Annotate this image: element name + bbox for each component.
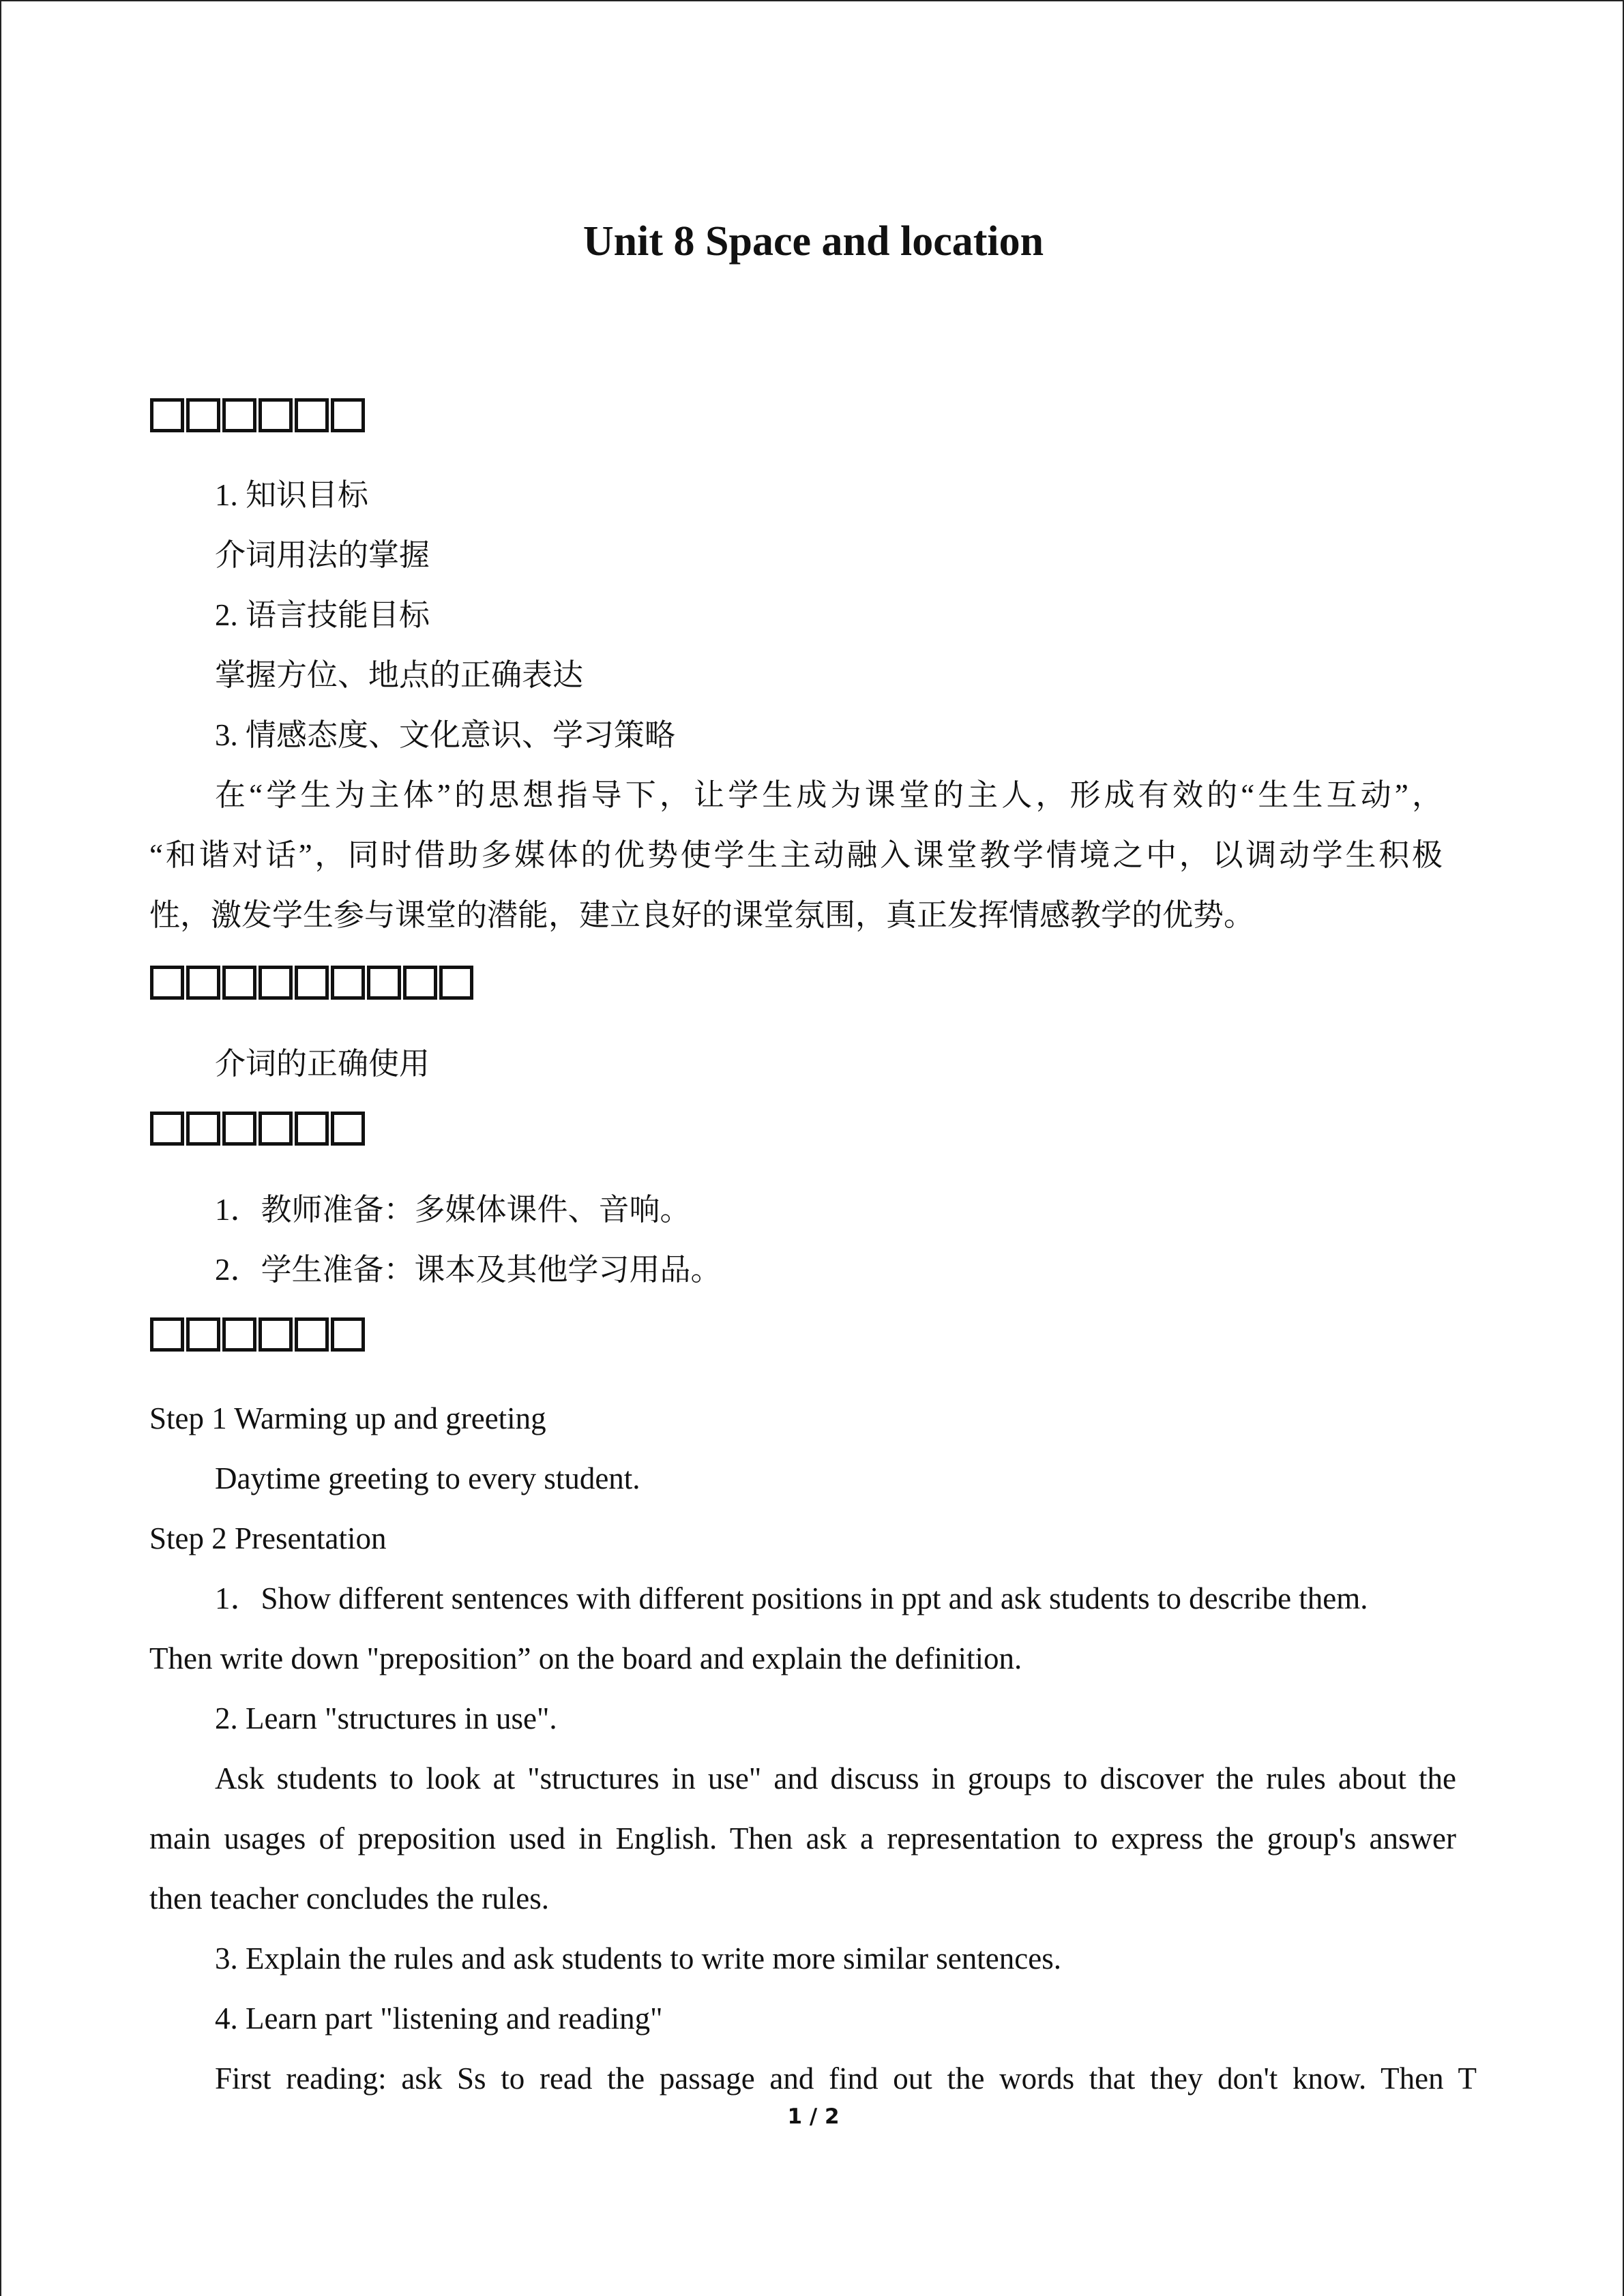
section-heading-4 bbox=[150, 1315, 365, 1354]
paragraph-line: then teacher concludes the rules. bbox=[149, 1881, 549, 1915]
paragraph-line: 在“学生为主体”的思想指导下，让学生成为课堂的主人，形成有效的“生生互动”， bbox=[215, 778, 1443, 812]
paragraph-line: 性，激发学生参与课堂的潜能，建立良好的课堂氛围，真正发挥情感教学的优势。 bbox=[149, 898, 1255, 932]
paragraph-line: First reading: ask Ss to read the passage and find out the words that they don't know. Then T bbox=[215, 2061, 1477, 2096]
step-heading-2: Step 2 Presentation bbox=[149, 1521, 387, 1555]
paragraph-line: 1．Show different sentences with different positions in ppt and ask students to describe them. bbox=[215, 1581, 1368, 1615]
document-title: Unit 8 Space and location bbox=[582, 218, 1044, 265]
missing-glyph-box bbox=[295, 1317, 329, 1352]
key-point-text: 介词的正确使用 bbox=[215, 1047, 430, 1081]
missing-glyph-box bbox=[150, 1317, 184, 1352]
missing-glyph-box bbox=[295, 966, 329, 1000]
objective-item-1: 1. 知识目标 bbox=[215, 478, 369, 512]
missing-glyph-box bbox=[295, 398, 329, 432]
missing-glyph-box bbox=[150, 398, 184, 432]
paragraph-line: 4. Learn part "listening and reading" bbox=[215, 2001, 663, 2036]
section-heading-1 bbox=[150, 396, 365, 435]
missing-glyph-box bbox=[259, 1317, 293, 1352]
objective-item-1-text: 介词用法的掌握 bbox=[215, 538, 430, 572]
paragraph-line: Then write down "preposition” on the board and explain the definition. bbox=[149, 1641, 1022, 1675]
missing-glyph-box bbox=[186, 398, 220, 432]
missing-glyph-box bbox=[150, 966, 184, 1000]
missing-glyph-box bbox=[186, 1317, 220, 1352]
paragraph-line: 2. Learn "structures in use". bbox=[215, 1701, 557, 1735]
missing-glyph-box bbox=[331, 966, 365, 1000]
step-heading-1: Step 1 Warming up and greeting bbox=[149, 1401, 546, 1435]
page-number: 1 / 2 bbox=[787, 2104, 840, 2129]
missing-glyph-box bbox=[331, 398, 365, 432]
preparation-item-1: 1．教师准备：多媒体课件、音响。 bbox=[215, 1193, 691, 1227]
paragraph-line: main usages of preposition used in English. Then ask a representation to express the group's answer bbox=[149, 1821, 1456, 1855]
missing-glyph-box bbox=[331, 1317, 365, 1352]
missing-glyph-box bbox=[259, 1112, 293, 1146]
step-1-text: Daytime greeting to every student. bbox=[215, 1461, 640, 1495]
missing-glyph-box bbox=[259, 398, 293, 432]
missing-glyph-box bbox=[439, 966, 473, 1000]
missing-glyph-box bbox=[222, 966, 256, 1000]
section-heading-2 bbox=[150, 963, 473, 1002]
missing-glyph-box bbox=[150, 1112, 184, 1146]
missing-glyph-box bbox=[331, 1112, 365, 1146]
objective-item-3: 3. 情感态度、文化意识、学习策略 bbox=[215, 718, 676, 752]
section-heading-3 bbox=[150, 1109, 365, 1148]
missing-glyph-box bbox=[186, 1112, 220, 1146]
paragraph-line: Ask students to look at "structures in use" and discuss in groups to discover the rules about the bbox=[215, 1761, 1456, 1795]
missing-glyph-box bbox=[222, 1112, 256, 1146]
missing-glyph-box bbox=[295, 1112, 329, 1146]
paragraph-line: 3. Explain the rules and ask students to write more similar sentences. bbox=[215, 1941, 1061, 1976]
objective-item-2-text: 掌握方位、地点的正确表达 bbox=[215, 658, 584, 692]
missing-glyph-box bbox=[367, 966, 401, 1000]
missing-glyph-box bbox=[222, 398, 256, 432]
missing-glyph-box bbox=[259, 966, 293, 1000]
objective-item-2: 2. 语言技能目标 bbox=[215, 598, 430, 632]
paragraph-line: “和谐对话”，同时借助多媒体的优势使学生主动融入课堂教学情境之中，以调动学生积极 bbox=[149, 838, 1443, 872]
missing-glyph-box bbox=[403, 966, 437, 1000]
preparation-item-2: 2．学生准备：课本及其他学习用品。 bbox=[215, 1253, 722, 1287]
missing-glyph-box bbox=[222, 1317, 256, 1352]
missing-glyph-box bbox=[186, 966, 220, 1000]
